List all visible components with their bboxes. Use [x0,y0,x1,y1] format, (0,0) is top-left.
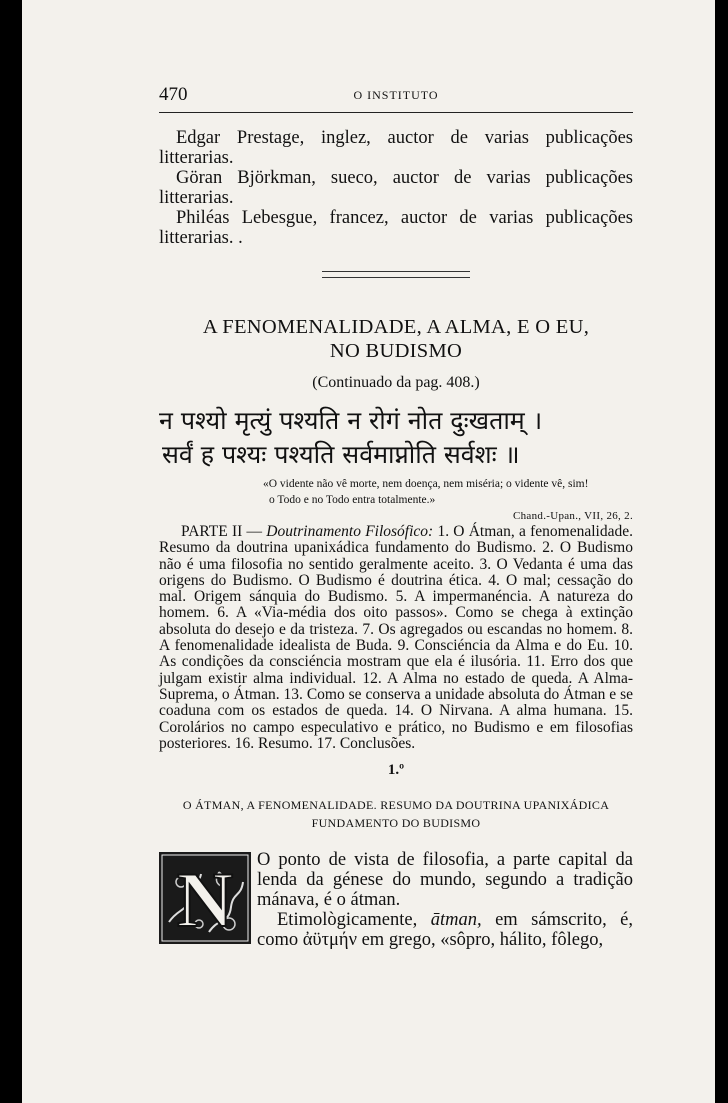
member-entry: Edgar Prestage, inglez, auctor de varias publicações litterarias. [159,128,633,168]
section-title: O ÁTMAN, A FENOMENALIDADE. RESUMO DA DOUTRINA UPANIXÁDICA FUNDAMENTO DO BUDISMO [182,798,610,830]
book-page [22,0,715,1103]
article-title: A FENOMENALIDADE, A ALMA, E O EU, NO BUDISMO [202,316,590,362]
paragraph: Etimològicamente, ātman, em sámscrito, é, como ἀϋτμήν em grego, «sôpro, hálito, fôlego, [257,910,634,950]
section-number: 1.º [387,762,405,778]
page-number: 470 [159,84,188,105]
section-divider [322,271,470,278]
dropcap-illustration [159,852,251,944]
epigraph-translation: «O vidente não vê morte, nem doença, nem miséria; o vidente vê, sim! o Todo e no Todo entra totalmente.» Chand.-Upan., VII, 26, 2. [159,476,633,524]
svg-text:N: N [176,856,234,943]
sanskrit-epigraph [159,404,633,472]
body-text [159,850,633,950]
epigraph-source: Chand.-Upan., VII, 26, 2. [512,510,633,522]
member-entry: Philéas Lebesgue, francez, auctor de varias publicações litterarias. . [159,208,633,248]
part-summary: PARTE II — Doutrinamento Filosófico: 1. O Átman, a fenomenalidade. Resumo da doutrina upanixádica fundamento do Budismo. 2. O Budismo não é uma filosofia no sentido geralmente aceito. 3. O Vedanta é uma das origens do Budismo. O Budismo é doutrina ética. 4. O mal; cessação do mal. Origem sánquia do Budismo. 5. A impermanéncia. A natureza do homem. 6. A «Via-média dos oito passos». Como se chega à extinção absoluta do desejo e da tristeza. 7. Os agregados ou escandas no homem. 8. A fenomenalidade idealista de Buda. 9. Consciéncia da Alma e do Eu. 10. As condições da consciéncia mostram que ela é ilusória. 11. Erro dos que julgam existir alma individual. 12. A Alma no estado de queda. A Alma-Suprema, o Átman. 13. Como se conserva a unidade absoluta do Átman e se coaduna com os estados de queda. 14. O Nirvana. A alma humana. 15. Corolários no campo especulativo e prático, no Budismo e em filosofias posteriores. 16. Resumo. 17. Conclusões. [159,523,633,752]
continuation-note: (Continuado da pag. 408.) [312,374,480,391]
sanskrit-line: सर्वं ह पश्यः पश्यति सर्वमाप्नोति सर्वशः ॥ [162,440,520,469]
running-title: O INSTITUTO [353,88,439,102]
paragraph: O ponto de vista de filosofia, a parte capital da lenda da génese do mundo, segundo a tradição mánava, é o átman. [257,850,633,910]
page-header [159,84,633,113]
member-entry: Göran Björkman, sueco, auctor de varias publicações litterarias. [159,168,633,208]
sanskrit-line: न पश्यो मृत्युं पश्यति न रोगं नोत दुःखताम् । [159,406,543,435]
member-list [159,128,633,248]
